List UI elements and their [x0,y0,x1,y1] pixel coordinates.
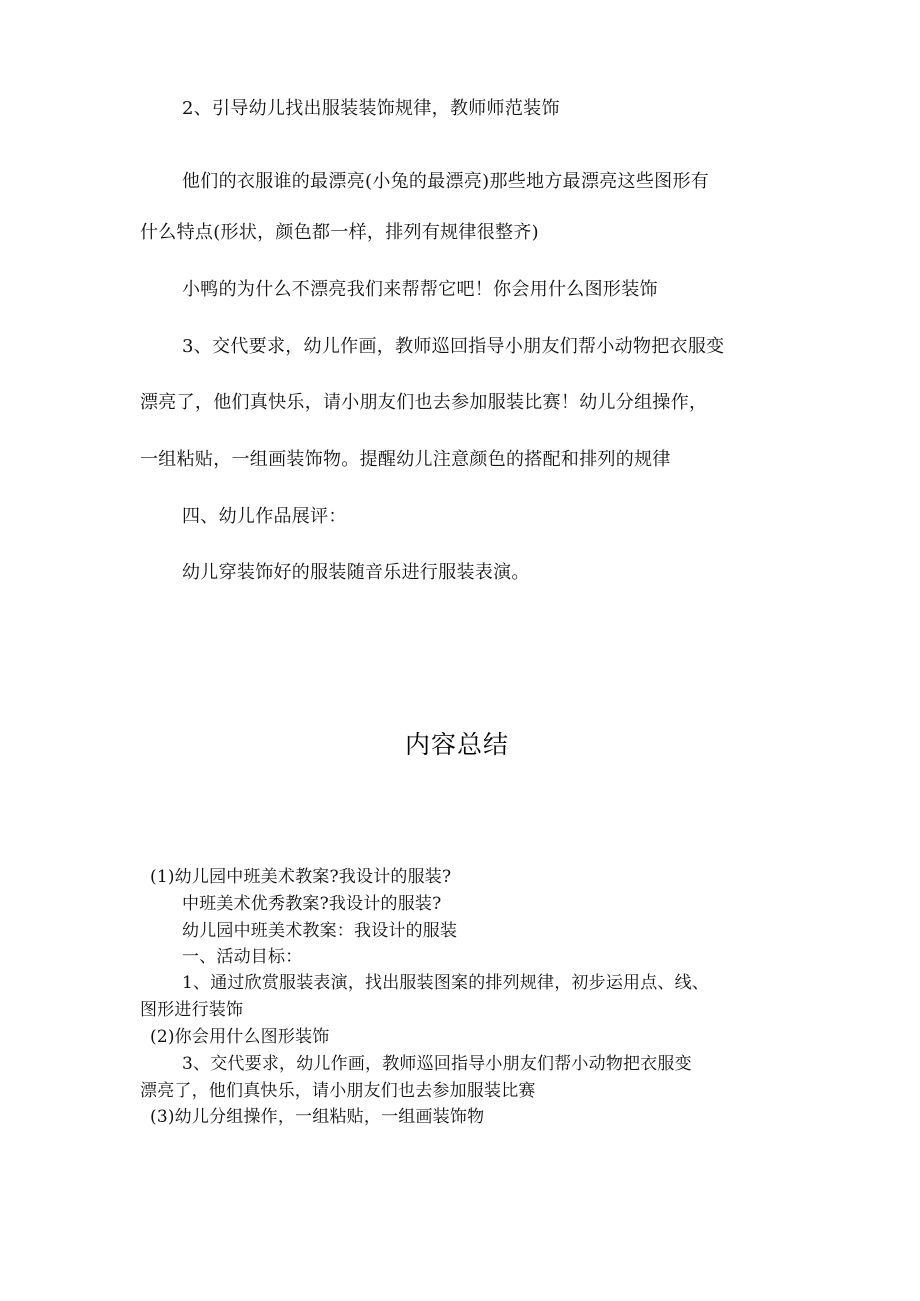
summary-line-2: 中班美术优秀教案?我设计的服装? [182,894,442,914]
summary-line-3: 幼儿园中班美术教案：我设计的服装 [182,921,458,941]
summary-line-5: 1、通过欣赏服装表演，找出服装图案的排列规律，初步运用点、线、 [182,973,710,993]
summary-line-10: (3)幼儿分组操作，一组粘贴，一组画装饰物 [150,1107,485,1127]
body-paragraph-2-cont: 什么特点(形状，颜色都一样，排列有规律很整齐) [140,222,539,243]
summary-line-1: (1)幼儿园中班美术教案?我设计的服装? [150,867,452,887]
summary-title: 内容总结 [405,730,510,759]
summary-line-4: 一、活动目标： [182,947,303,967]
body-paragraph-6: 幼儿穿装饰好的服装随音乐进行服装表演。 [182,562,530,583]
body-paragraph-4: 3、交代要求，幼儿作画，教师巡回指导小朋友们帮小动物把衣服变 [182,336,725,357]
body-paragraph-1: 2、引导幼儿找出服装装饰规律，教师师范装饰 [182,98,560,119]
summary-line-9: 漂亮了，他们真快乐，请小朋友们也去参加服装比赛 [140,1081,536,1101]
summary-line-6: 图形进行装饰 [140,1000,244,1020]
body-paragraph-4-cont-2: 一组粘贴，一组画装饰物。提醒幼儿注意颜色的搭配和排列的规律 [140,449,671,470]
body-paragraph-5: 四、幼儿作品展评： [182,506,347,527]
body-paragraph-4-cont: 漂亮了，他们真快乐，请小朋友们也去参加服装比赛！幼儿分组操作， [140,392,708,413]
summary-line-7: (2)你会用什么图形装饰 [150,1027,330,1047]
body-paragraph-3: 小鸭的为什么不漂亮我们来帮帮它吧！你会用什么图形装饰 [182,279,658,300]
body-paragraph-2: 他们的衣服谁的最漂亮(小兔的最漂亮)那些地方最漂亮这些图形有 [182,171,710,192]
summary-line-8: 3、交代要求，幼儿作画，教师巡回指导小朋友们帮小动物把衣服变 [182,1054,692,1074]
